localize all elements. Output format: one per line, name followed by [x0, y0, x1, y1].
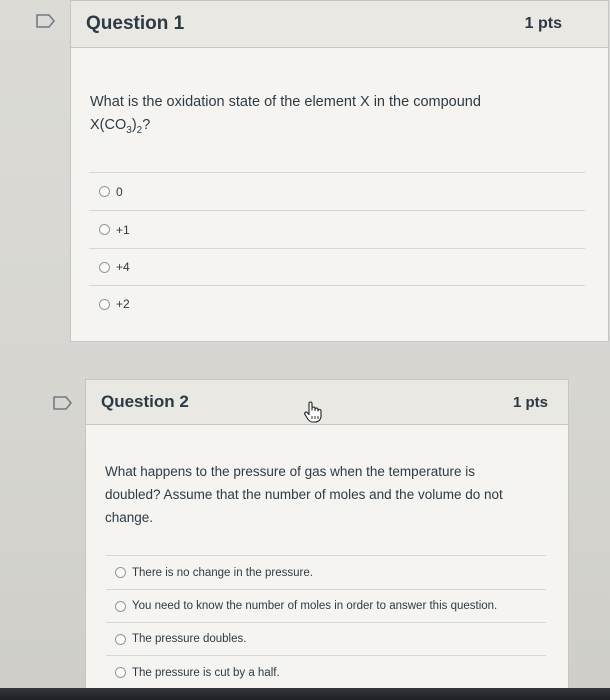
- answer-label: 0: [116, 184, 123, 199]
- question-2-text-line: What happens to the pressure of gas when the temperature is: [105, 464, 475, 479]
- question-2-card: [85, 379, 569, 700]
- radio-button[interactable]: [115, 667, 126, 678]
- formula-subscript-1: 3: [126, 124, 132, 136]
- question-1-text-line: What is the oxidation state of the element X in the compound: [90, 94, 481, 110]
- question-1-text: [90, 91, 580, 137]
- answer-label: There is no change in the pressure.: [132, 566, 313, 579]
- radio-button[interactable]: [115, 601, 126, 612]
- radio-button[interactable]: [115, 634, 126, 645]
- question-1-card: [70, 0, 609, 342]
- formula-suffix: ?: [142, 117, 151, 133]
- question-2-points: 1 pts: [512, 393, 548, 411]
- question-2-answers: [106, 555, 546, 689]
- radio-button[interactable]: [99, 262, 110, 273]
- hand-pointer-icon: [302, 400, 324, 424]
- flag-icon[interactable]: [53, 396, 73, 410]
- answer-label: +4: [116, 260, 130, 274]
- formula-prefix: X(CO: [90, 117, 127, 133]
- answer-option[interactable]: [89, 248, 585, 285]
- question-2-text: [105, 460, 555, 529]
- formula-mid: ): [131, 117, 137, 133]
- question-1-points: 1 pts: [524, 15, 562, 32]
- answer-option[interactable]: [106, 622, 546, 655]
- answer-option[interactable]: [106, 655, 546, 689]
- question-2-text-line: doubled? Assume that the number of moles and the volume do not: [105, 487, 503, 502]
- radio-button[interactable]: [99, 299, 110, 310]
- question-1-title: Question 1: [86, 13, 185, 34]
- answer-option[interactable]: [89, 210, 585, 248]
- formula-subscript-2: 2: [136, 124, 143, 136]
- answer-option[interactable]: [89, 172, 585, 210]
- radio-button[interactable]: [99, 224, 110, 235]
- question-1-formula: [90, 114, 580, 137]
- answer-label: +2: [116, 297, 130, 311]
- screen-bottom-edge: [0, 688, 610, 700]
- question-2-header: [86, 380, 568, 425]
- question-2-text-line: change.: [105, 510, 154, 525]
- answer-option[interactable]: [106, 589, 546, 622]
- question-1-header: [71, 1, 608, 48]
- radio-button[interactable]: [99, 186, 110, 197]
- answer-label: +1: [116, 222, 130, 237]
- question-2-title: Question 2: [101, 392, 189, 411]
- answer-label: The pressure doubles.: [132, 633, 247, 645]
- question-1-answers: [89, 172, 585, 322]
- answer-option[interactable]: [106, 555, 546, 589]
- answer-label: You need to know the number of moles in order to answer this question.: [132, 600, 498, 612]
- answer-option[interactable]: [89, 285, 585, 322]
- radio-button[interactable]: [115, 567, 126, 578]
- flag-icon[interactable]: [36, 14, 56, 28]
- answer-label: The pressure is cut by a half.: [132, 666, 280, 679]
